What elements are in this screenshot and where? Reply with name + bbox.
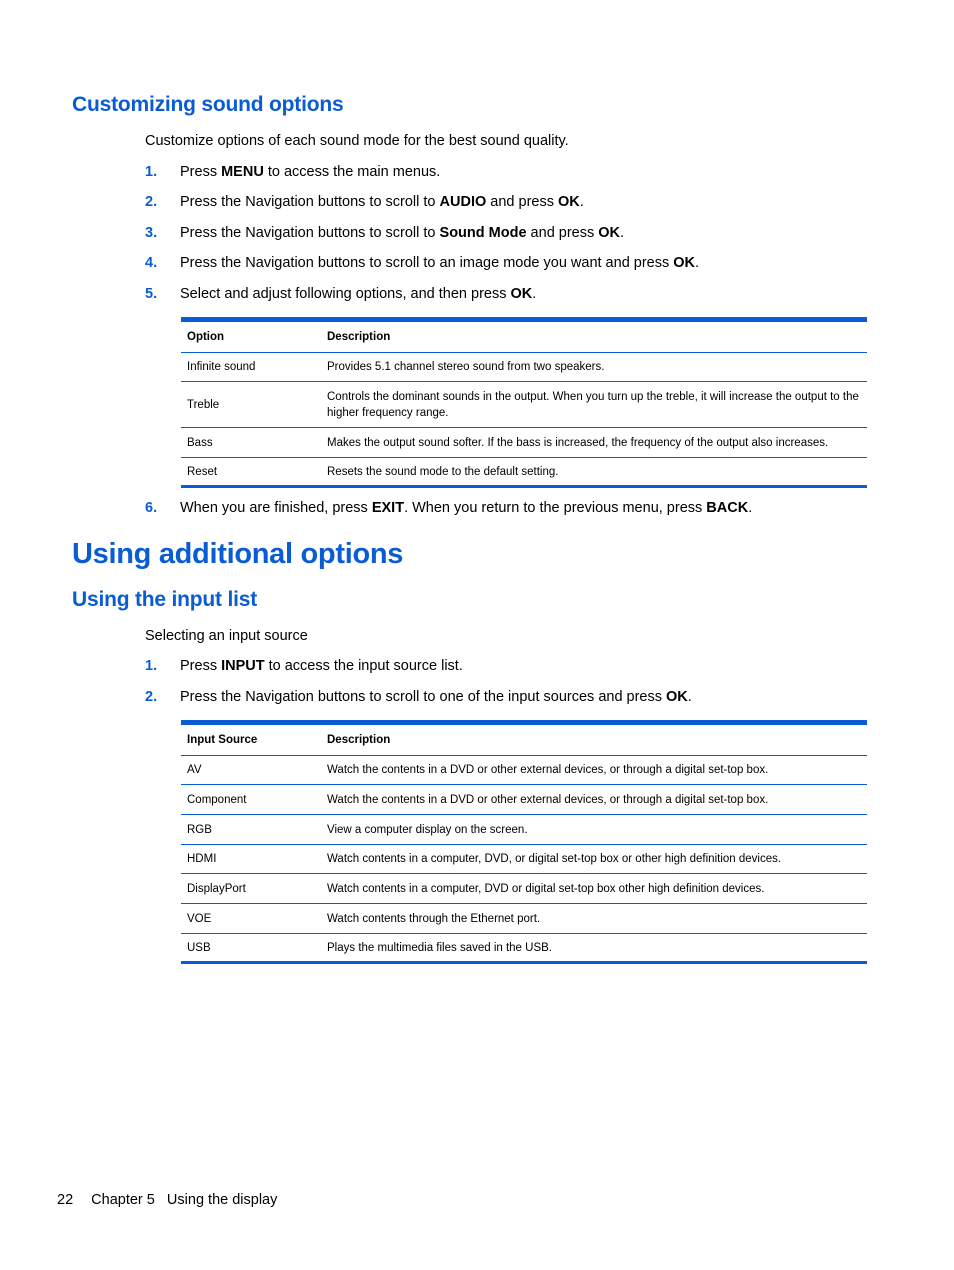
table-row	[181, 904, 867, 934]
sound-options-table	[181, 317, 867, 488]
table-row	[181, 845, 867, 874]
table-cell: USB	[187, 941, 211, 954]
table-cell: HDMI	[181, 845, 321, 874]
step-text: Press the Navigation buttons to scroll to Sound Mode and press OK.	[180, 225, 625, 241]
table-row	[181, 458, 867, 487]
input-source-table	[181, 720, 867, 964]
table-row	[181, 353, 867, 382]
step-number: 4.	[145, 255, 158, 271]
table-cell: RGB	[181, 815, 321, 845]
table-cell: Watch the contents in a DVD or other external devices, or through a digital set-top box.	[321, 785, 867, 815]
step-number: 1.	[145, 658, 158, 674]
table-cell: Watch contents through the Ethernet port.	[321, 904, 867, 934]
table-cell: Resets the sound mode to the default setting.	[327, 465, 559, 478]
input-intro: Selecting an input source	[145, 628, 308, 644]
table-cell: Watch contents in a computer, DVD, or digital set-top box or other high definition devices.	[321, 845, 867, 874]
table-row	[181, 428, 867, 458]
table-header-row	[181, 320, 867, 353]
table-cell: Watch contents in a computer, DVD or digital set-top box other high definition devices.	[321, 874, 867, 904]
section-heading-sound: Customizing sound options	[72, 93, 344, 116]
table-cell: VOE	[181, 904, 321, 934]
sound-intro: Customize options of each sound mode for the best sound quality.	[145, 133, 569, 149]
step-number: 2.	[145, 689, 158, 705]
table-header: Description	[321, 320, 867, 353]
step-text: When you are finished, press EXIT. When you return to the previous menu, press BACK.	[180, 500, 753, 516]
step-number: 5.	[145, 286, 158, 302]
section-heading-input: Using the input list	[72, 588, 257, 611]
table-cell: Treble	[181, 382, 321, 428]
table-header: Option	[181, 320, 321, 353]
step-text: Press MENU to access the main menus.	[180, 164, 441, 180]
table-cell: AV	[181, 756, 321, 785]
table-header: Input Source	[181, 723, 321, 756]
table-row	[181, 785, 867, 815]
table-row	[181, 815, 867, 845]
table-cell: DisplayPort	[181, 874, 321, 904]
step-text: Press the Navigation buttons to scroll to AUDIO and press OK.	[180, 194, 584, 210]
chapter-heading-additional: Using additional options	[72, 538, 404, 570]
table-row	[181, 874, 867, 904]
table-cell: Component	[181, 785, 321, 815]
table-cell: Infinite sound	[181, 353, 321, 382]
table-row	[181, 756, 867, 785]
step-text: Select and adjust following options, and then press OK.	[180, 286, 537, 302]
table-header: Description	[321, 723, 867, 756]
table-cell: View a computer display on the screen.	[321, 815, 867, 845]
footer-chapter: Chapter 5 Using the display	[91, 1192, 278, 1208]
step-number: 1.	[145, 164, 158, 180]
table-cell: Bass	[181, 428, 321, 458]
table-cell: Controls the dominant sounds in the output. When you turn up the treble, it will increase the output to the higher frequency range.	[321, 382, 867, 428]
table-cell: Provides 5.1 channel stereo sound from two speakers.	[321, 353, 867, 382]
step-number: 6.	[145, 500, 158, 516]
table-cell: Watch the contents in a DVD or other external devices, or through a digital set-top box.	[321, 756, 867, 785]
table-cell: Plays the multimedia files saved in the USB.	[327, 941, 552, 954]
step-text: Press the Navigation buttons to scroll to one of the input sources and press OK.	[180, 689, 692, 705]
table-header-row	[181, 723, 867, 756]
table-cell: Makes the output sound softer. If the bass is increased, the frequency of the output also increases.	[321, 428, 867, 458]
table-row	[181, 382, 867, 428]
table-cell: Reset	[187, 465, 218, 478]
step-text: Press the Navigation buttons to scroll to an image mode you want and press OK.	[180, 255, 700, 271]
step-number: 2.	[145, 194, 158, 210]
page-number: 22	[57, 1192, 74, 1208]
step-text: Press INPUT to access the input source list.	[180, 658, 463, 674]
page-footer	[57, 1192, 277, 1208]
table-row	[181, 934, 867, 963]
step-number: 3.	[145, 225, 158, 241]
